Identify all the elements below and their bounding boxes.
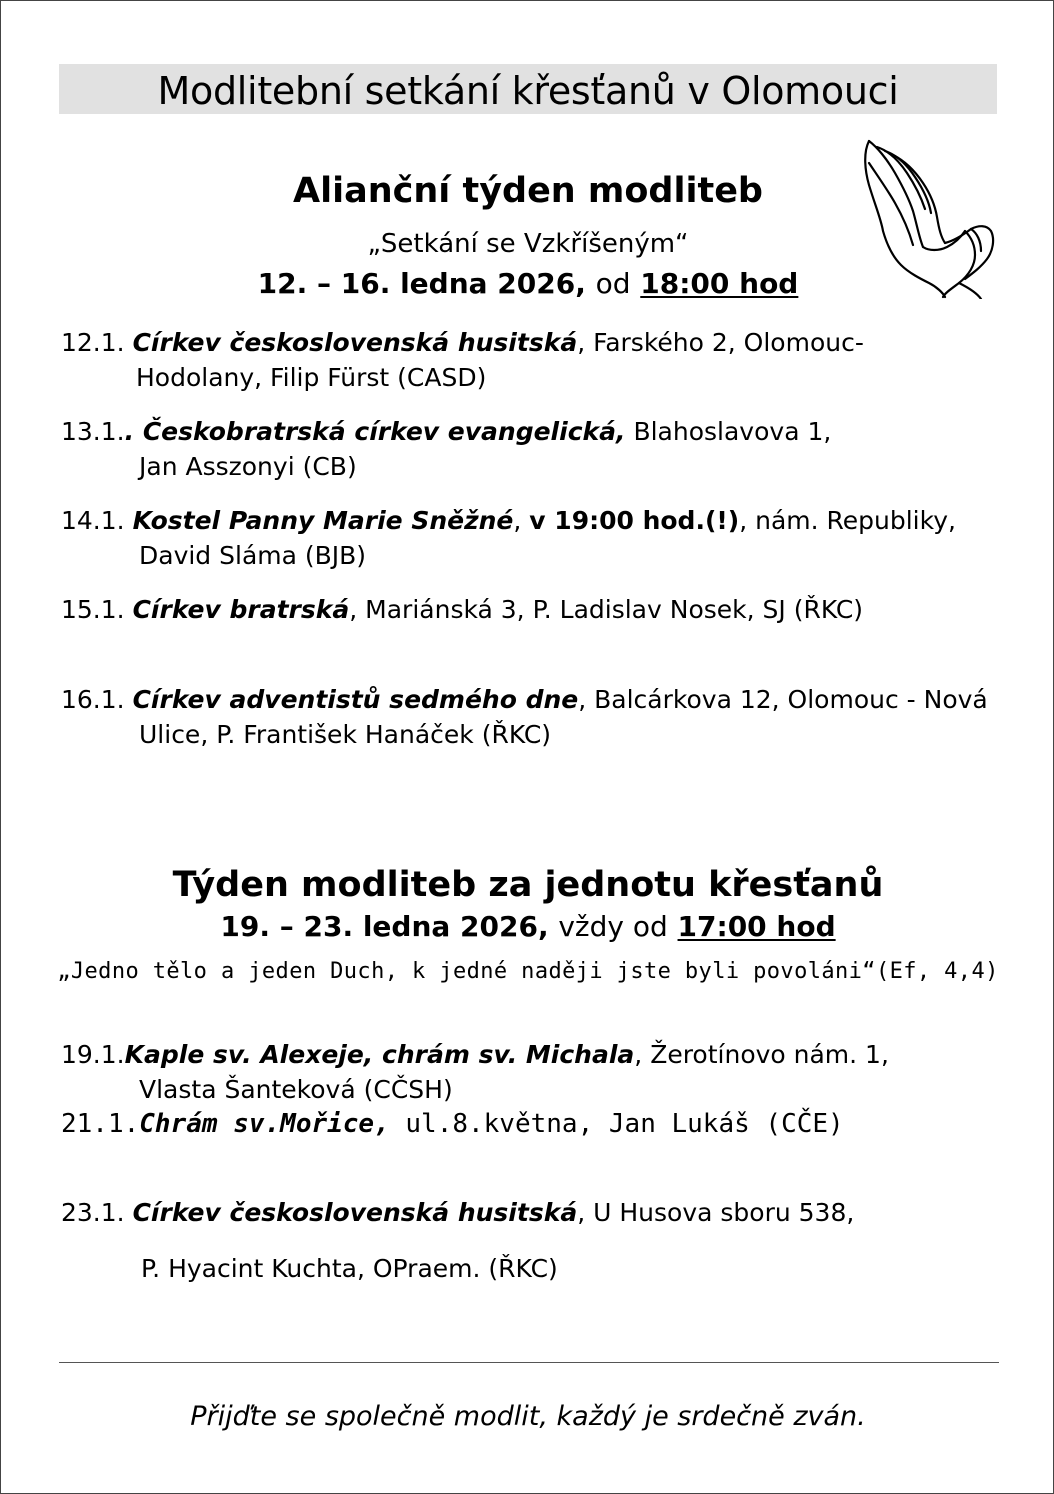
entry-continuation: David Sláma (BJB) — [139, 541, 367, 570]
section1-dates — [1, 267, 1054, 300]
list-item — [61, 506, 956, 535]
entry-details: , Žerotínovo nám. 1, — [634, 1040, 889, 1069]
entry-date: 21.1. — [61, 1109, 140, 1139]
section2-time: 17:00 hod — [677, 910, 836, 943]
entry-church: Kostel Panny Marie Sněžné — [132, 506, 514, 535]
footer-invitation: Přijďte se společně modlit, každý je srdečně zván. — [190, 1401, 866, 1432]
section1-subtitle: „Setkání se Vzkříšeným“ — [367, 229, 689, 259]
section2-quote: „Jedno tělo a jeden Duch, k jedné naději jste byli povoláni“(Ef, 4,4) — [57, 959, 999, 984]
entry-time-note: v 19:00 hod.(!) — [529, 506, 740, 535]
entry-church: Kaple sv. Alexeje, chrám sv. Michala — [124, 1040, 635, 1069]
entry-continuation: Ulice, P. František Hanáček (ŘKC) — [139, 720, 552, 749]
section2-date-range: 19. – 23. ledna 2026, — [220, 910, 549, 943]
page-title — [59, 64, 997, 114]
entry-church: Církev československá husitská — [132, 1198, 578, 1227]
list-item — [61, 685, 988, 714]
entry-details: , Balcárkova 12, Olomouc - Nová — [578, 685, 988, 714]
entry-date: 14.1. — [61, 506, 125, 535]
entry-church: Církev adventistů sedmého dne — [132, 685, 579, 714]
entry-church: Církev československá husitská — [132, 328, 578, 357]
entry-details: , Farského 2, Olomouc- — [577, 328, 864, 357]
section2-dates — [1, 910, 1054, 943]
entry-date: 12.1. — [61, 328, 125, 357]
entry-date: 23.1. — [61, 1198, 125, 1227]
entry-details: ul.8.května, Jan Lukáš (CČE) — [389, 1109, 844, 1139]
entry-church: . Českobratrská církev evangelická, — [124, 417, 626, 446]
entry-church: Církev bratrská — [132, 595, 350, 624]
entry-continuation: Jan Asszonyi (CB) — [139, 452, 357, 481]
divider — [59, 1362, 999, 1363]
section2-heading: Týden modliteb za jednotu křesťanů — [172, 865, 884, 905]
entry-separator: , — [513, 506, 530, 535]
entry-details: Blahoslavova 1, — [625, 417, 832, 446]
list-item — [61, 417, 831, 446]
entry-date: 15.1. — [61, 595, 125, 624]
entry-church: Chrám sv.Mořice, — [139, 1109, 390, 1139]
entry-details: , U Husova sboru 538, — [577, 1198, 855, 1227]
entry-continuation: Vlasta Šanteková (CČSH) — [139, 1075, 453, 1104]
entry-date: 19.1. — [61, 1040, 125, 1069]
section1-date-range: 12. – 16. ledna 2026, — [257, 267, 586, 300]
section1-heading: Alianční týden modliteb — [293, 171, 763, 211]
entry-continuation: Hodolany, Filip Fürst (CASD) — [136, 363, 487, 392]
list-item — [61, 595, 863, 624]
list-item — [61, 1040, 889, 1069]
entry-date: 16.1. — [61, 685, 125, 714]
page-title-text: Modlitební setkání křesťanů v Olomouci — [157, 69, 899, 113]
list-item — [61, 1198, 854, 1227]
section1-time-prefix: od — [595, 267, 631, 300]
list-item — [61, 328, 864, 357]
section2-time-prefix: vždy od — [558, 910, 668, 943]
entry-details: , Mariánská 3, P. Ladislav Nosek, SJ (ŘKC) — [349, 595, 864, 624]
entry-details: , nám. Republiky, — [739, 506, 956, 535]
entry-date: 13.1. — [61, 417, 125, 446]
section1-time: 18:00 hod — [640, 267, 799, 300]
list-item — [61, 1109, 844, 1139]
entry-continuation: P. Hyacint Kuchta, OPraem. (ŘKC) — [141, 1254, 558, 1283]
